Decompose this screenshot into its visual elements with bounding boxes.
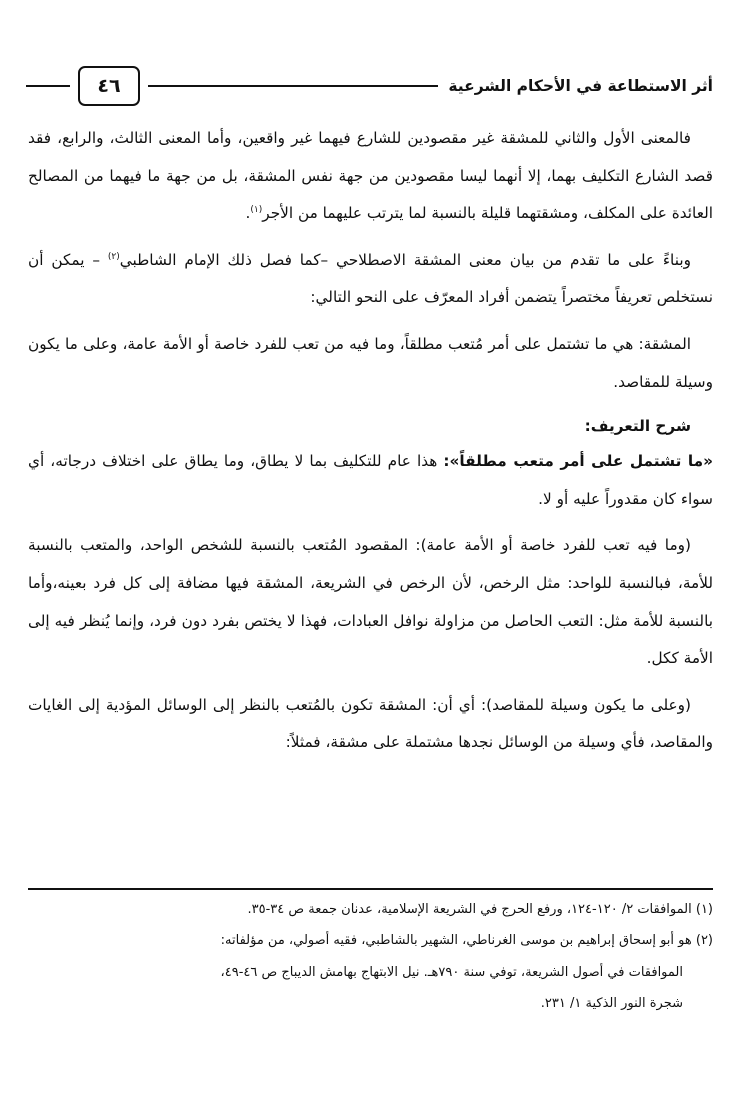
paragraph-4 xyxy=(28,443,713,518)
footnote-ref-2: (٢) xyxy=(107,251,120,262)
paragraph-2 xyxy=(28,242,713,317)
footnotes xyxy=(28,888,713,1020)
footnote-2-line-3: شجرة النور الذكية ١/ ٢٣١. xyxy=(540,996,683,1011)
page-number: ٤٦ xyxy=(78,66,140,106)
definition-paragraph: المشقة: هي ما تشتمل على أمر مُتعب مطلقاً، وما فيه من تعب للفرد خاصة أو الأمة عامة، وعلى ما يكون وسيلة للمقاصد. xyxy=(28,334,713,391)
header-rule xyxy=(148,85,438,87)
paragraph-1-text: فالمعنى الأول والثاني للمشقة غير مقصودين للشارع فيهما غير واقعين، وأما المعنى الثالث، والرابع، فقد قصد الشارع التكليف بهما، إلا أنهما ليسا مقصودين من جهة نفس المشقة، بل من جهة ما فيهما من المصالح العائدة على المكلف، ومشقتهما قليلة بالنسبة لما يترتب عليهما من الأجر xyxy=(28,129,713,223)
paragraph-6: (وعلى ما يكون وسيلة للمقاصد): أي أن: المشقة تكون بالمُتعب بالنظر إلى الوسائل المؤدية إلى الغايات والمقاصد، فأي وسيلة من الوسائل نجدها مشتملة على مشقة، فمثلاً: xyxy=(28,695,713,752)
footnote-rule xyxy=(28,888,713,890)
paragraph-2-text-b: – يمكن أن نستخلص تعريفاً مختصراً يتضمن أفراد المعرّف على النحو التالي: xyxy=(28,250,713,307)
paragraph-4-text: هذا عام للتكليف بما لا يطاق، وما يطاق على اختلاف درجاته، أي سواء كان مقدوراً عليه أو لا. xyxy=(28,452,713,508)
main-text xyxy=(28,120,713,771)
section-heading: شرح التعريف: xyxy=(584,417,691,436)
paragraph-2-text-a: وبناءً على ما تقدم من بيان معنى المشقة الاصطلاحي –كما فصل ذلك الإمام الشاطبي xyxy=(119,250,691,269)
footnote-2-line-1: (٢) هو أبو إسحاق إبراهيم بن موسى الغرناطي، الشهير بالشاطبي، فقيه أصولي، من مؤلفاته: xyxy=(220,933,713,948)
paragraph-5: (وما فيه تعب للفرد خاصة أو الأمة عامة): المقصود المُتعب بالنسبة للشخص الواحد، والمتعب بالنسبة للأمة، فبالنسبة للواحد: مثل الرخص، لأن الرخص في الشريعة، المشقة فيها مضافة إلى كل فرد بعينه،وأما بالنسبة للأمة مثل: التعب الحاصل من مزاولة نوافل العبادات، فهذا لا يختص بفرد دون فرد، وإنما يُنظر فيه إلى الأمة ككل. xyxy=(28,536,713,668)
paragraph-1: فالمعنى الأول والثاني للمشقة غير مقصودين للشارع فيهما غير واقعين، وأما المعنى الثالث، والرابع، فقد قصد الشارع التكليف بهما، إلا أنهما ليسا مقصودين من جهة نفس المشقة، بل من جهة ما فيهما من المصالح العائدة على المكلف، ومشقتهما قليلة بالنسبة لما يترتب عليهما من الأجر$^{(١)}$. xyxy=(28,129,713,223)
footnote-2-line-2: الموافقات في أصول الشريعة، توفي سنة ٧٩٠هـ. نيل الابتهاج بهامش الديباج ص ٤٦-٤٩، xyxy=(220,964,683,980)
running-header xyxy=(26,64,713,108)
footnote-ref-1: (١) xyxy=(250,205,263,216)
paragraph-4-lead: «ما تشتمل على أمر متعب مطلقاً»: xyxy=(443,452,713,471)
header-rule-left xyxy=(26,85,70,87)
footnote-1: (١) الموافقات ٢/ ١٢٠-١٢٤، ورفع الحرج في الشريعة الإسلامية، عدنان جمعة ص ٣٤-٣٥. xyxy=(247,901,713,917)
running-title: أثر الاستطاعة في الأحكام الشرعية xyxy=(448,77,713,95)
